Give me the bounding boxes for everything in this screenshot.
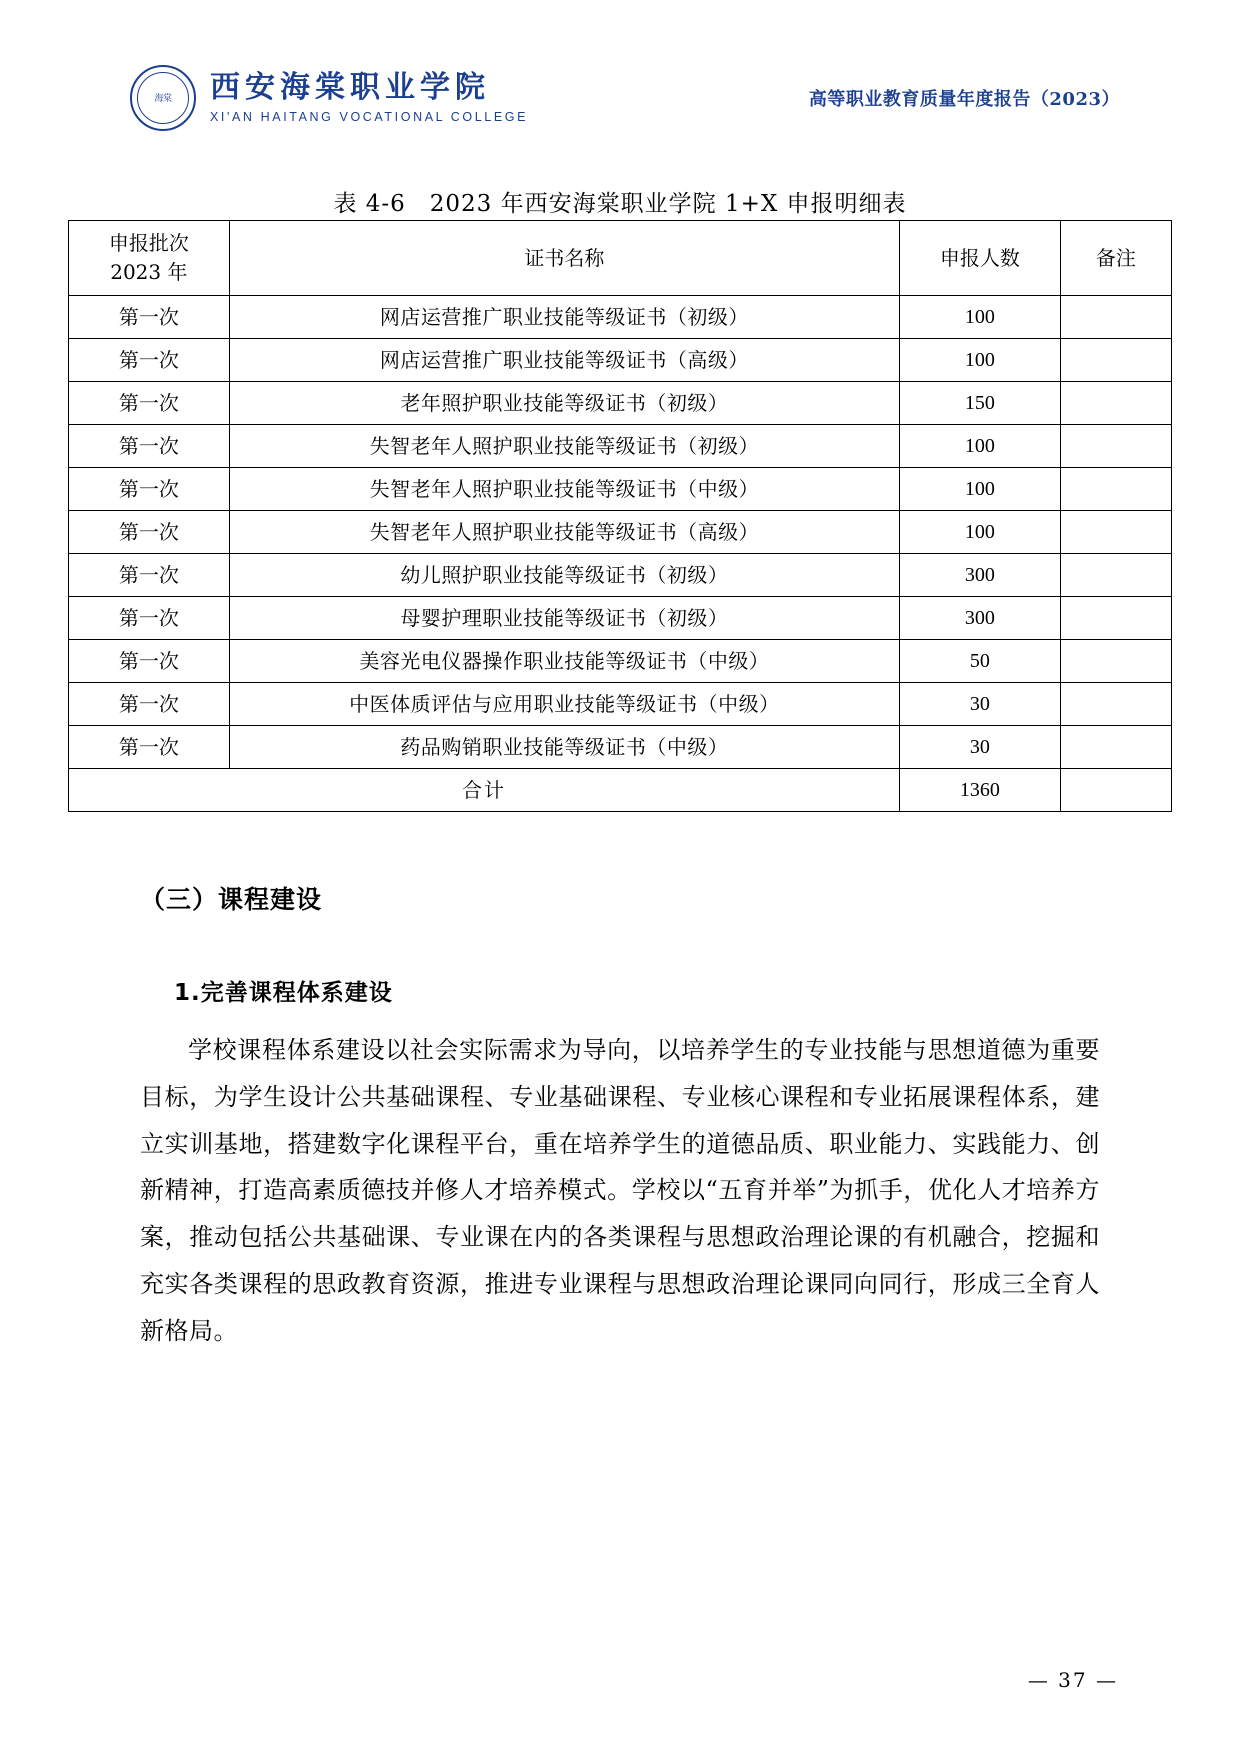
header-cell-name: 证书名称 <box>229 221 899 296</box>
cell-batch: 第一次 <box>69 726 230 769</box>
cell-batch: 第一次 <box>69 640 230 683</box>
table-row <box>69 597 1172 640</box>
cell-count: 300 <box>900 554 1061 597</box>
table-row <box>69 425 1172 468</box>
cell-name: 网店运营推广职业技能等级证书（初级） <box>229 296 899 339</box>
cell-count: 30 <box>900 683 1061 726</box>
cell-name: 药品购销职业技能等级证书（中级） <box>229 726 899 769</box>
declaration-table <box>68 220 1172 812</box>
college-name-cn: 西安海棠职业学院 <box>210 69 490 105</box>
table-row <box>69 511 1172 554</box>
cell-batch: 第一次 <box>69 468 230 511</box>
header-batch-line1: 申报批次 <box>108 231 189 255</box>
cell-count: 300 <box>900 597 1061 640</box>
cell-name: 失智老年人照护职业技能等级证书（高级） <box>229 511 899 554</box>
cell-total-count: 1360 <box>900 769 1061 812</box>
cell-count: 30 <box>900 726 1061 769</box>
cell-total-label: 合计 <box>69 769 900 812</box>
declaration-table-wrapper <box>68 220 1172 812</box>
table-row <box>69 468 1172 511</box>
college-name-en: XI'AN HAITANG VOCATIONAL COLLEGE <box>210 109 529 124</box>
cell-note <box>1060 296 1171 339</box>
table-head <box>69 221 1172 296</box>
report-title: 高等职业教育质量年度报告（2023） <box>808 89 1120 110</box>
table-body <box>69 296 1172 812</box>
cell-name: 失智老年人照护职业技能等级证书（初级） <box>229 425 899 468</box>
cell-count: 100 <box>900 339 1061 382</box>
cell-count: 100 <box>900 468 1061 511</box>
body-content <box>140 880 1100 1355</box>
cell-note <box>1060 597 1171 640</box>
cell-note <box>1060 339 1171 382</box>
cell-count: 100 <box>900 425 1061 468</box>
table-row <box>69 339 1172 382</box>
cell-batch: 第一次 <box>69 683 230 726</box>
cell-batch: 第一次 <box>69 554 230 597</box>
college-brand <box>130 65 528 131</box>
cell-name: 美容光电仪器操作职业技能等级证书（中级） <box>229 640 899 683</box>
header-cell-batch <box>69 221 230 296</box>
header-batch-line2: 2023 年 <box>110 260 188 284</box>
section-heading: （三）课程建设 <box>140 885 323 914</box>
cell-note <box>1060 554 1171 597</box>
table-row <box>69 382 1172 425</box>
cell-note <box>1060 425 1171 468</box>
seal-text: 海棠 <box>154 92 172 103</box>
cell-batch: 第一次 <box>69 425 230 468</box>
cell-note <box>1060 468 1171 511</box>
cell-batch: 第一次 <box>69 597 230 640</box>
cell-name: 失智老年人照护职业技能等级证书（中级） <box>229 468 899 511</box>
header-cell-count: 申报人数 <box>900 221 1061 296</box>
cell-note <box>1060 640 1171 683</box>
cell-batch: 第一次 <box>69 296 230 339</box>
cell-count: 100 <box>900 511 1061 554</box>
cell-name: 幼儿照护职业技能等级证书（初级） <box>229 554 899 597</box>
page-number: — 37 — <box>1027 1668 1118 1692</box>
cell-count: 150 <box>900 382 1061 425</box>
brand-text-block <box>210 69 529 124</box>
cell-name: 网店运营推广职业技能等级证书（高级） <box>229 339 899 382</box>
cell-note <box>1060 726 1171 769</box>
table-row <box>69 726 1172 769</box>
college-seal-icon <box>130 65 196 131</box>
body-paragraph: 学校课程体系建设以社会实际需求为导向，以培养学生的专业技能与思想道德为重要目标，为学生设计公共基础课程、专业基础课程、专业核心课程和专业拓展课程体系，建立实训基地，搭建数字化课程平台，重在培养学生的道德品质、职业能力、实践能力、创新精神，打造高素质德技并修人才培养模式。学校以“五育并举”为抓手，优化人才培养方案，推动包括公共基础课、专业课在内的各类课程与思想政治理论课的有机融合，挖掘和充实各类课程的思政教育资源，推进专业课程与思想政治理论课同向同行，形成三全育人新格局。 <box>140 1036 1100 1345</box>
cell-batch: 第一次 <box>69 511 230 554</box>
cell-total-note <box>1060 769 1171 812</box>
cell-batch: 第一次 <box>69 382 230 425</box>
page-header <box>130 58 1120 138</box>
cell-count: 100 <box>900 296 1061 339</box>
table-row <box>69 296 1172 339</box>
cell-note <box>1060 382 1171 425</box>
cell-name: 中医体质评估与应用职业技能等级证书（中级） <box>229 683 899 726</box>
table-row <box>69 640 1172 683</box>
table-row <box>69 683 1172 726</box>
cell-name: 老年照护职业技能等级证书（初级） <box>229 382 899 425</box>
cell-note <box>1060 511 1171 554</box>
table-total-row <box>69 769 1172 812</box>
table-header-row <box>69 221 1172 296</box>
table-caption: 表 4-6 2023 年西安海棠职业学院 1+X 申报明细表 <box>333 191 907 217</box>
cell-name: 母婴护理职业技能等级证书（初级） <box>229 597 899 640</box>
cell-count: 50 <box>900 640 1061 683</box>
cell-note <box>1060 683 1171 726</box>
header-cell-note: 备注 <box>1060 221 1171 296</box>
table-row <box>69 554 1172 597</box>
cell-batch: 第一次 <box>69 339 230 382</box>
subsection-heading: 1.完善课程体系建设 <box>174 980 393 1006</box>
